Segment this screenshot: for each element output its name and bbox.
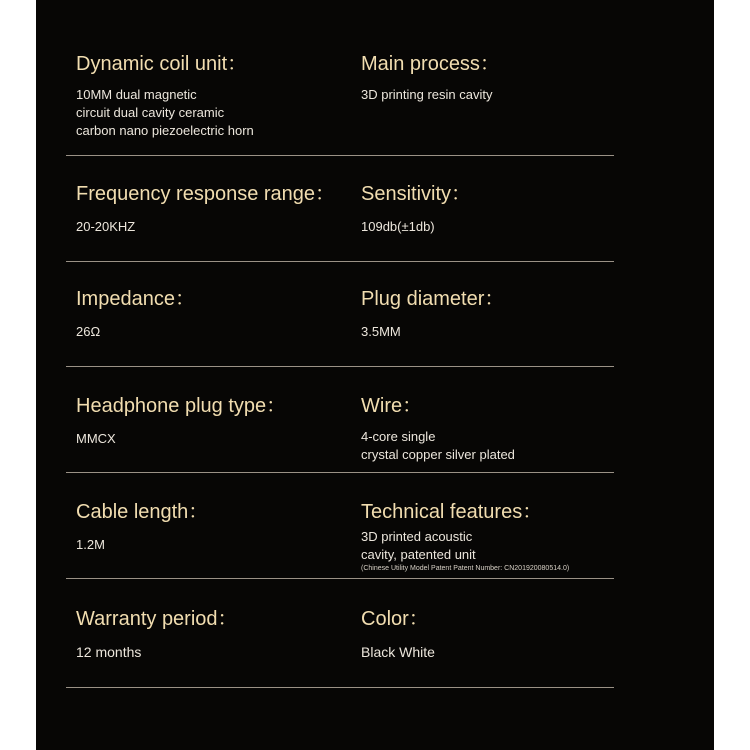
spec-value-line: 3D printed acoustic [361,529,473,544]
spec-value-line: 4-core single [361,429,436,444]
spec-value [361,86,611,104]
spec-value [76,430,346,448]
spec-cell-headphone-plug-type [76,394,346,448]
spec-value [76,218,346,236]
spec-value-line: 10MM dual magnetic [76,87,197,102]
spec-value-line: 3D printing resin cavity [361,87,493,102]
spec-label: Cable length： [76,501,209,523]
spec-value [76,86,346,140]
spec-value-line: MMCX [76,431,116,446]
spec-row-frequency [66,182,614,262]
spec-value [76,536,346,554]
spec-label: Main process： [361,53,500,75]
spec-value [76,323,346,341]
spec-row-dynamic-coil [66,52,614,156]
spec-cell-frequency-response [76,182,346,236]
spec-value-line: 20-20KHZ [76,219,136,234]
spec-value-line: 1.2M [76,537,105,552]
spec-cell-impedance [76,287,346,341]
patent-note: (Chinese Utility Model Patent Patent Number: CN201920080514.0) [361,565,570,572]
spec-label: Color： [361,608,429,630]
spec-cell-warranty-period [76,607,346,661]
spec-cell-wire [361,394,611,464]
spec-cell-dynamic-coil-unit [76,52,346,140]
spec-value-line: carbon nano piezoelectric horn [76,123,254,138]
spec-label: Warranty period： [76,608,238,630]
spec-value [361,218,611,236]
spec-cell-technical-features [361,500,611,573]
spec-label: Headphone plug type： [76,395,287,417]
spec-value-line: crystal copper silver plated [361,447,515,462]
spec-cell-plug-diameter [361,287,611,341]
spec-row-cable-length [66,500,614,579]
spec-value-line: circuit dual cavity ceramic [76,105,225,120]
spec-value-line: 26Ω [76,324,101,339]
spec-value [361,643,611,661]
spec-label: Wire： [361,395,423,417]
spec-cell-main-process [361,52,611,104]
spec-cell-sensitivity [361,182,611,236]
spec-label: Impedance： [76,288,195,310]
spec-value-line: Black White [361,644,435,660]
spec-value-line: 109db(±1db) [361,219,435,234]
spec-row-warranty [66,607,614,688]
spec-label: Frequency response range： [76,183,336,205]
spec-value-line: 3.5MM [361,324,401,339]
spec-label: Dynamic coil unit： [76,53,248,75]
spec-value [361,323,611,341]
spec-cell-cable-length [76,500,346,554]
spec-row-plug-type [66,394,614,473]
spec-value [76,643,346,661]
spec-cell-color [361,607,611,661]
spec-value [361,428,611,464]
spec-label: Sensitivity： [361,183,472,205]
spec-label: Plug diameter： [361,288,505,310]
spec-value [361,528,611,573]
spec-value-line: cavity, patented unit [361,547,476,562]
spec-value-line: 12 months [76,644,142,660]
spec-label: Technical features： [361,501,543,523]
spec-row-impedance [66,287,614,367]
